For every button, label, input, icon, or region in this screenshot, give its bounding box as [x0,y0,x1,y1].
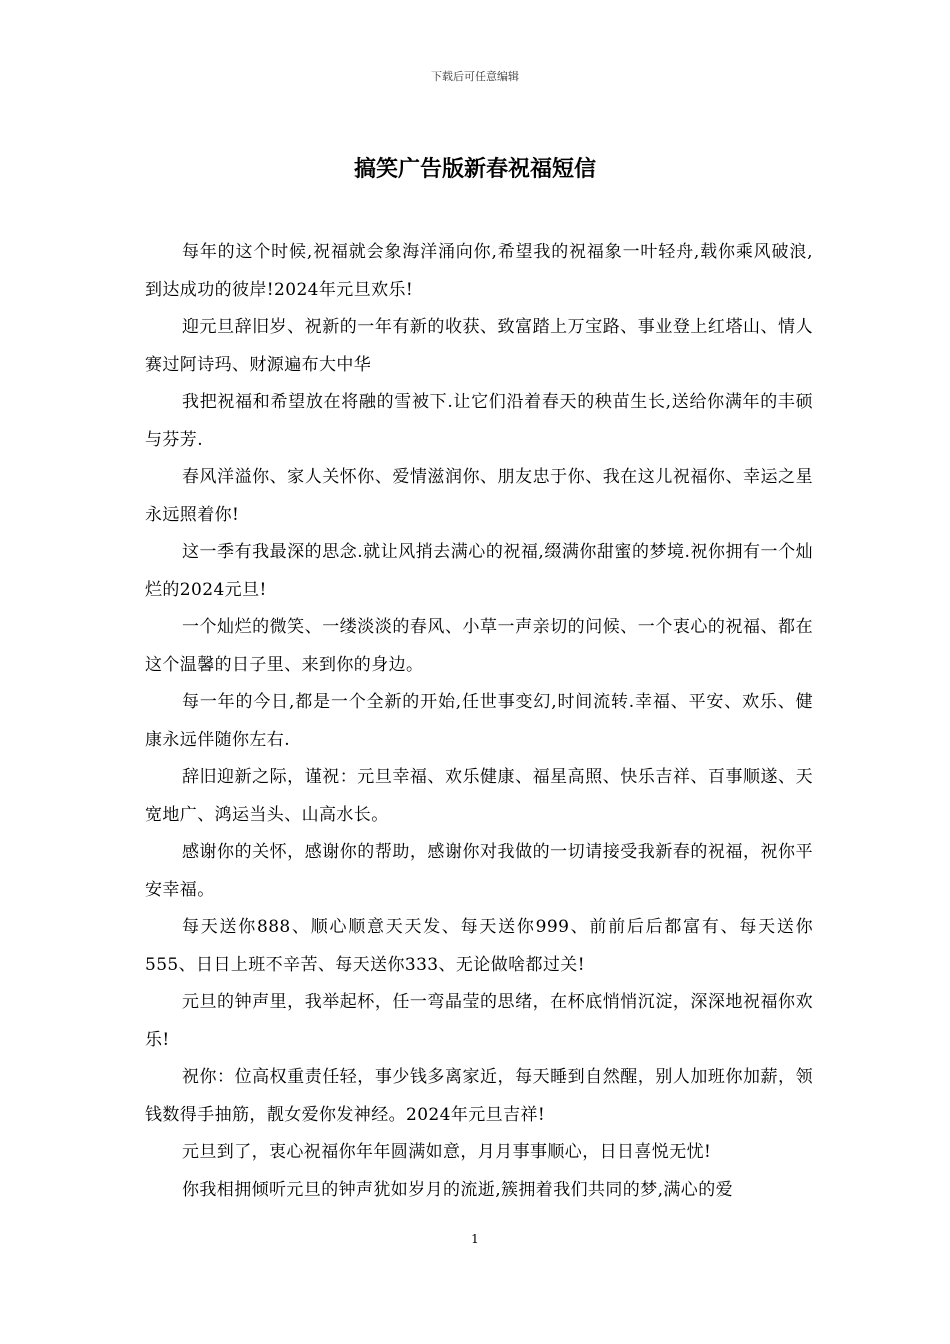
paragraph: 元旦的钟声里，我举起杯，任一弯晶莹的思绪，在杯底悄悄沉淀，深深地祝福你欢乐! [145,992,813,1050]
paragraph: 我把祝福和希望放在将融的雪被下.让它们沿着春天的秧苗生长,送给你满年的丰硕与芬芳. [145,392,813,450]
paragraph: 一个灿烂的微笑、一缕淡淡的春风、小草一声亲切的问候、一个衷心的祝福、都在这个温馨的日子里、来到你的身边。 [145,617,813,675]
paragraph: 每一年的今日,都是一个全新的开始,任世事变幻,时间流转.幸福、平安、欢乐、健康永远伴随你左右. [145,692,813,750]
paragraph: 你我相拥倾听元旦的钟声犹如岁月的流逝,簇拥着我们共同的梦,满心的爱 [182,1179,734,1200]
document-title: 搞笑广告版新春祝福短信 [353,156,596,182]
document-body [145,234,813,1209]
paragraph: 辞旧迎新之际，谨祝：元旦幸福、欢乐健康、福星高照、快乐吉祥、百事顺遂、天宽地广、鸿运当头、山高水长。 [145,767,813,825]
paragraph: 祝你：位高权重责任轻，事少钱多离家近，每天睡到自然醒，别人加班你加薪，领钱数得手抽筋，靓女爱你发神经。2024年元旦吉祥! [145,1067,813,1125]
paragraph: 这一季有我最深的思念.就让风捎去满心的祝福,缀满你甜蜜的梦境.祝你拥有一个灿烂的2024元旦! [145,542,813,600]
paragraph: 感谢你的关怀，感谢你的帮助，感谢你对我做的一切请接受我新春的祝福，祝你平安幸福。 [145,842,813,900]
paragraph: 元旦到了，衷心祝福你年年圆满如意，月月事事顺心，日日喜悦无忧! [182,1142,712,1162]
paragraph: 春风洋溢你、家人关怀你、爱情滋润你、朋友忠于你、我在这儿祝福你、幸运之星永远照着你! [145,467,813,525]
header-note: 下载后可任意编辑 [431,70,519,83]
paragraph: 迎元旦辞旧岁、祝新的一年有新的收获、致富踏上万宝路、事业登上红塔山、情人赛过阿诗玛、财源遍布大中华 [145,317,813,375]
paragraph: 每年的这个时候,祝福就会象海洋涌向你,希望我的祝福象一叶轻舟,载你乘风破浪,到达成功的彼岸!2024年元旦欢乐! [145,242,813,300]
paragraph: 每天送你888、顺心顺意天天发、每天送你999、前前后后都富有、每天送你555、日日上班不辛苦、每天送你333、无论做啥都过关! [145,917,813,975]
page-number: 1 [471,1232,479,1246]
